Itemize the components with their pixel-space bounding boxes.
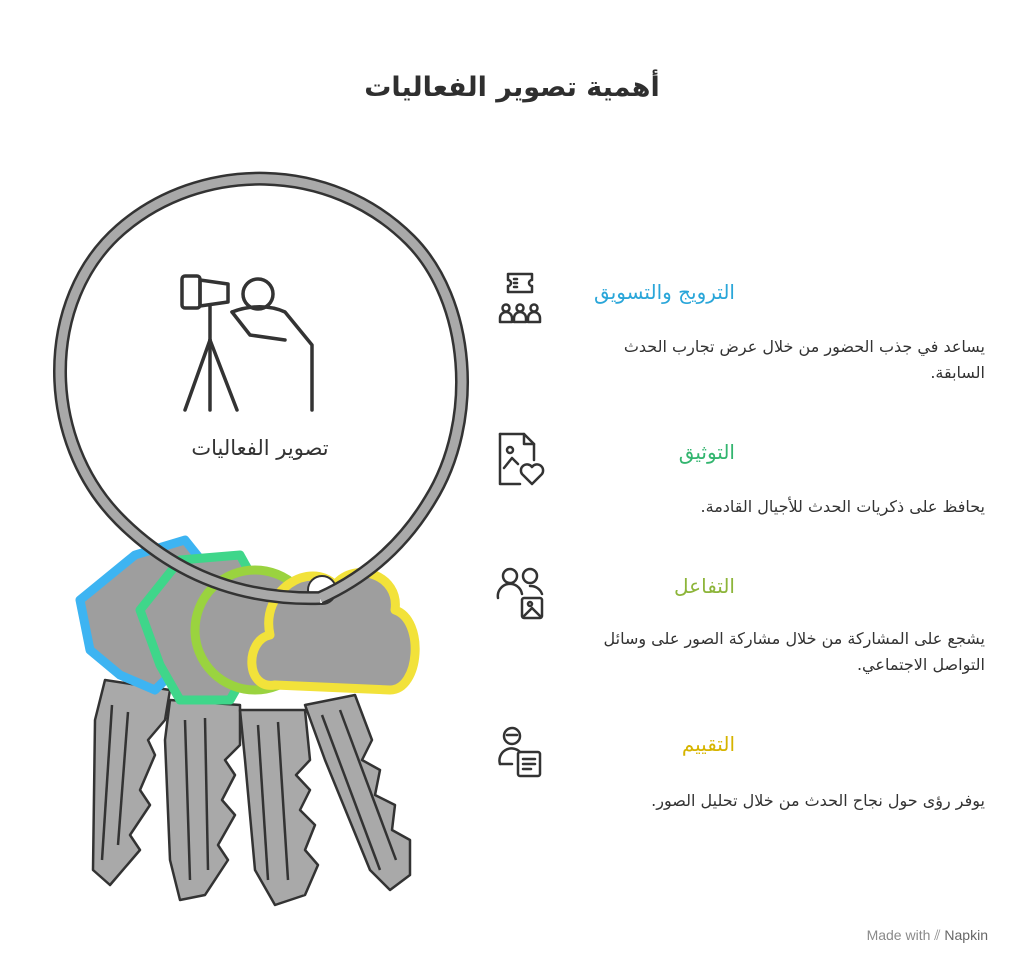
item-description: يساعد في جذب الحضور من خلال عرض تجارب الحدث السابقة. bbox=[623, 337, 985, 382]
key-ring bbox=[60, 179, 462, 598]
key-blade-2 bbox=[165, 700, 240, 900]
photographer-icon bbox=[182, 276, 312, 410]
item-description: يحافظ على ذكريات الحدث للأجيال القادمة. bbox=[700, 497, 985, 516]
napkin-logo-icon: ⫽ bbox=[934, 927, 941, 943]
key-blades bbox=[93, 680, 410, 905]
key-blade-1 bbox=[93, 680, 170, 885]
people-photo-icon bbox=[490, 564, 550, 624]
ticket-audience-icon bbox=[490, 270, 550, 330]
item-title: التوثيق bbox=[678, 440, 735, 464]
item-title: التقييم bbox=[681, 732, 735, 756]
person-report-icon bbox=[490, 722, 550, 782]
key-blade-4 bbox=[305, 695, 410, 890]
photo-heart-icon bbox=[490, 430, 550, 490]
item-description: يوفر رؤى حول نجاح الحدث من خلال تحليل الصور. bbox=[651, 791, 985, 810]
item-title: التفاعل bbox=[674, 574, 735, 598]
footer-credit bbox=[867, 927, 988, 944]
page-title: أهمية تصوير الفعاليات bbox=[364, 72, 660, 103]
center-label: تصوير الفعاليات bbox=[191, 436, 329, 460]
item-title: الترويج والتسويق bbox=[594, 280, 735, 304]
made-with-label: Made with bbox=[866, 927, 931, 943]
brand-label: Napkin bbox=[944, 927, 988, 943]
item-description: يشجع على المشاركة من خلال مشاركة الصور على وسائل التواصل الاجتماعي. bbox=[603, 629, 985, 674]
key-blade-3 bbox=[240, 710, 318, 905]
